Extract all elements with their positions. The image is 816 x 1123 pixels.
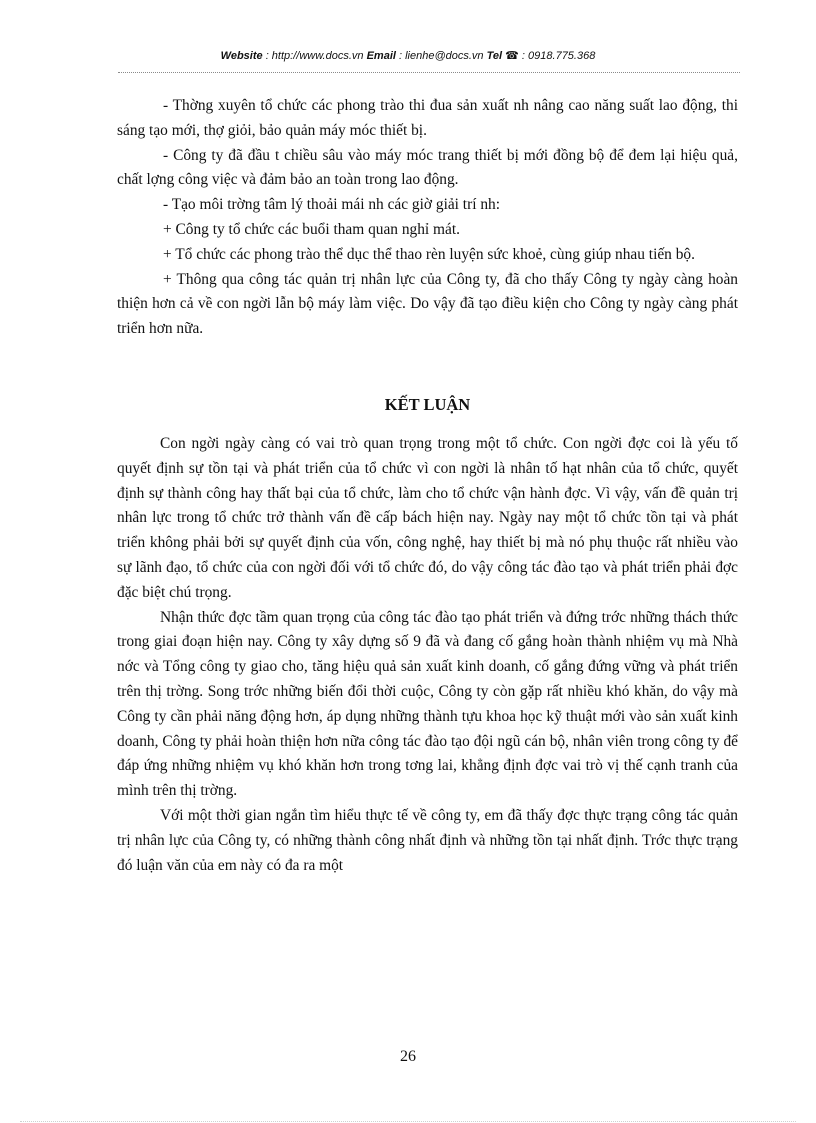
list-item: + Tổ chức các phong trào thể dục thể thao rèn luyện sức khoẻ, cùng giúp nhau tiến bộ. — [163, 245, 695, 263]
paragraph: Con ngời ngày càng có vai trò quan trọng trong một tổ chức. Con ngời đợc coi là yếu tố quyết định sự tồn tại và phát triển của tổ chức vì con ngời là nhân tố hạt nhân của tổ chức, quyết định sự thành công hay thất bại của tổ chức, làm cho tổ chức vận hành đợc. Vì vậy, vấn đề quản trị nhân lực trong tổ chức trở thành vấn đề cấp bách hiện nay. Ngày nay một tổ chức tồn tại và phát triển không phải bởi sự quyết định của vốn, công nghệ, hay thiết bị mà nó phụ thuộc rất nhiều vào sự lãnh đạo, tổ chức của con ngời đối với tổ chức đó, do vậy công tác đào tạo và phát triển phải đợc đặc biệt chú trọng. — [117, 435, 738, 601]
page-number: 26 — [400, 1048, 416, 1065]
website-value: : http://www.docs.vn — [262, 50, 367, 62]
section-list — [117, 94, 738, 342]
paragraph: Với một thời gian ngắn tìm hiểu thực tế về công ty, em đã thấy đợc thực trạng công tác quản trị nhân lực của Công ty, có những thành công nhất định và những tồn tại nhất định. Trớc thực trạng đó luận văn của em này có đa ra một — [117, 806, 738, 874]
email-value: : lienhe@docs.vn — [395, 50, 487, 62]
list-item: - Thờng xuyên tổ chức các phong trào thi đua sản xuất nh nâng cao năng suất lao động, thi sáng tạo mới, thợ giỏi, bảo quản máy móc thiết bị. — [117, 97, 738, 139]
list-item: - Công ty đã đầu t chiều sâu vào máy móc trang thiết bị mới đồng bộ để đem lại hiệu quả, chất lợng công việc và đảm bảo an toàn trong lao động. — [117, 146, 738, 189]
page-header — [0, 49, 816, 62]
list-item: + Công ty tổ chức các buổi tham quan nghỉ mát. — [163, 220, 460, 238]
website-label: Website — [220, 50, 263, 62]
phone-icon: ☎ — [505, 50, 519, 62]
footer-divider — [20, 1121, 796, 1122]
tel-label: Tel — [486, 50, 503, 62]
list-item: - Tạo môi trờng tâm lý thoải mái nh các giờ giải trí nh: — [163, 196, 500, 214]
paragraph: Nhận thức đợc tầm quan trọng của công tác đào tạo phát triển và đứng trớc những thách thức trong giai đoạn hiện nay. Công ty xây dựng số 9 đã và đang cố gắng hoàn thành nhiệm vụ mà Nhà nớc và Tổng công ty giao cho, tăng hiệu quả sản xuất kinh doanh, cố gắng đứng vững và phát triển trên thị trờng. Song trớc những biến đổi thời cuộc, Công ty còn gặp rất nhiều khó khăn, do vậy mà Công ty cần phải năng động hơn, áp dụng những thành tựu khoa học kỹ thuật mới vào sản xuất kinh doanh, Công ty phải hoàn thiện hơn nữa công tác đào tạo đội ngũ cán bộ, nhân viên trong công ty để đáp ứng những nhiệm vụ khó khăn hơn trong tơng lai, khẳng định đợc vai trò vị thế cạnh tranh của mình trên thị trờng. — [117, 608, 738, 800]
list-item: + Thông qua công tác quản trị nhân lực của Công ty, đã cho thấy Công ty ngày càng hoàn thiện hơn cả về con ngời lẫn bộ máy làm việc. Do vậy đã tạo điều kiện cho Công ty ngày càng phát triển hơn nữa. — [117, 270, 738, 338]
email-label: Email — [366, 50, 396, 62]
header-divider — [118, 72, 740, 73]
conclusion-body — [117, 432, 738, 878]
tel-value: : 0918.775.368 — [518, 50, 596, 62]
section-title: KẾT LUẬN — [384, 395, 471, 414]
